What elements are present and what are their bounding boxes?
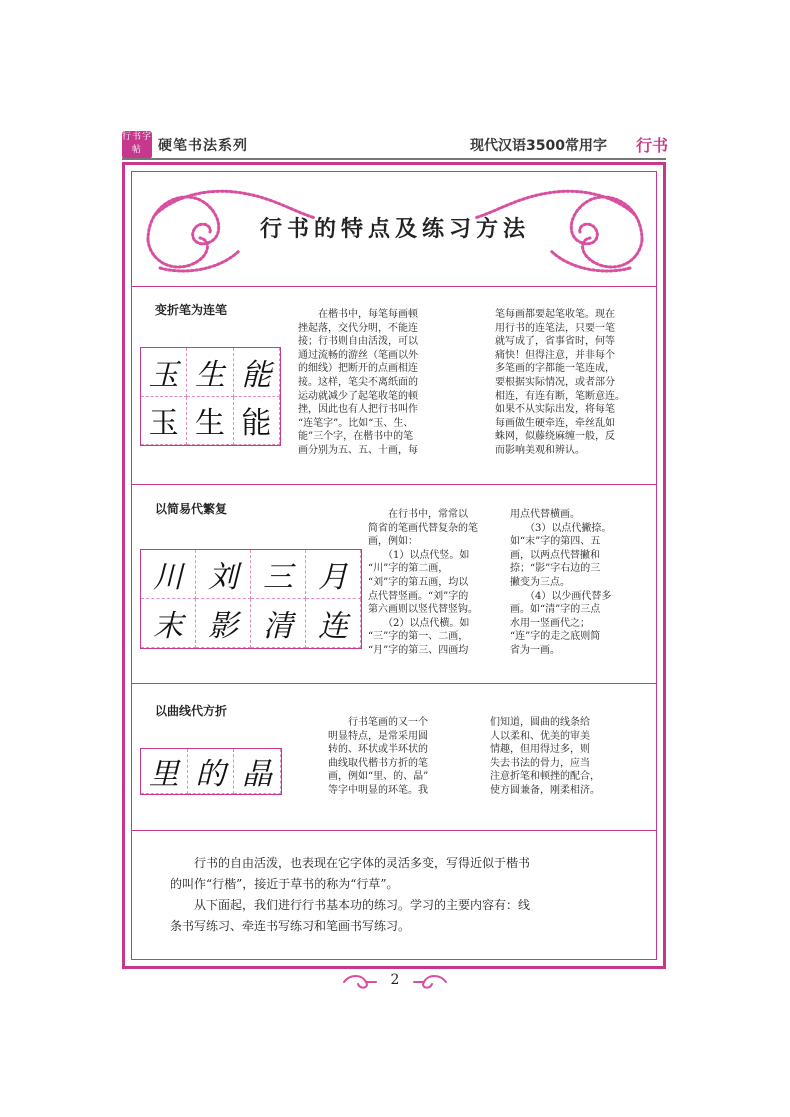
section-title: 变折笔为连笔 [155,303,228,317]
text-line: 如果不从实际出发，将每笔 [495,404,615,416]
practice-grid [140,549,362,649]
text-line: 简省的笔画代替复杂的笔 [368,522,478,534]
text-line: “三”字的第一、二画， [368,631,469,643]
text-line: 用行书的连笔法，只要一笔 [495,322,615,334]
grid-char: 的 [188,749,235,794]
text-line: 转的、环状或半环状的 [328,744,428,756]
text-line: 在楷书中，每笔每画顿 [298,309,418,320]
text-line: 人以柔和、优美的审美 [490,730,590,742]
text-line: （1）以点代竖。如 [368,549,470,561]
series-logo-text: 行书字帖 [122,132,153,155]
text-line: （2）以点代横。如 [368,617,470,629]
section-divider [132,830,656,831]
practice-grid [140,748,282,795]
text-line: 行书笔画的又一个 [328,717,428,728]
practice-grid [140,347,281,446]
paragraph-column [298,308,488,458]
text-line: 捺；“影”字右边的三 [510,563,601,575]
text-line: 画。如“清”字的三点 [510,604,601,616]
section-divider [132,286,656,287]
text-line: “川”字的第二画， [368,563,449,575]
text-line: 相连，有连有断，笔断意连。 [495,390,625,402]
section-title: 以曲线代方折 [155,704,228,718]
paragraph-column [328,716,478,798]
text-line: 条书写练习、牵连书写练习和笔画书写练习。 [170,919,411,933]
text-line: 撇变为三点。 [510,576,570,588]
text-line: 在行书中，常常以 [368,509,468,520]
paragraph-column [368,508,494,658]
section-title: 以简易代繁复 [155,502,228,516]
text-line: 如“末”字的第四、五 [510,536,601,548]
text-line: 挫起落，交代分明，不能连 [298,322,418,334]
text-line: 通过流畅的游丝（笔画以外 [298,349,418,361]
book-title: 现代汉语3500常用字 [470,138,607,154]
text-line: （4）以少画代替多 [510,590,612,602]
grid-char: 晶 [234,749,281,794]
series-logo [122,131,152,159]
text-line: 痛快！但得注意，并非每个 [495,349,615,361]
grid-char: 川 [141,550,196,599]
text-line: 情趣，但用得过多，则 [490,744,590,756]
paragraph-column [490,716,640,798]
header-rule [122,158,666,160]
grid-char: 清 [251,599,306,648]
grid-char: 月 [306,550,361,599]
text-line: （3）以点代撇捺。 [510,522,612,534]
grid-char: 生 [187,397,233,446]
style-tag: 行书 [636,136,669,155]
text-line: 行书的自由活泼，也表现在它字体的灵活多变，写得近似于楷书 [170,856,531,870]
text-line: 等字中明显的环笔。我 [328,784,428,796]
text-line: 画分别为五、五、十画，每 [298,444,418,456]
page-title: 行书的特点及练习方法 [259,217,530,242]
text-line: 挫，因此也有人把行书叫作 [298,404,418,416]
paragraph-column [495,308,645,458]
text-line: 的叫作“行楷”，接近于草书的称为“行草”。 [170,877,399,891]
text-line: “刘”字的第五画，均以 [368,576,469,588]
grid-char: 里 [141,749,188,794]
text-line: 要根据实际情况，或者部分 [495,376,615,388]
text-line: 点代替竖画。“刘”字的 [368,590,469,602]
text-line: “连笔字”。比如“玉、生、 [298,417,414,429]
text-line: 多笔画的字都能一笔连成， [495,363,615,375]
text-line: 明显特点，是常采用圆 [328,730,428,742]
section-divider [132,683,656,684]
grid-char: 生 [187,348,233,397]
text-line: 蛛网，似藤绕麻缠一般，反 [495,431,615,443]
series-name: 硬笔书法系列 [158,138,248,154]
text-line: “月”字的第三、四画均 [368,644,469,656]
text-line: 就写成了，省事省时，何等 [495,336,615,348]
text-line: 从下面起，我们进行行书基本功的练习。学习的主要内容有：线 [170,898,531,912]
text-line: 第六画则以竖代替竖钩。 [368,604,478,616]
paragraph-column [510,508,640,658]
text-line: 能”三个字，在楷书中的笔 [298,431,414,443]
text-line: 失去书法的骨力，应当 [490,757,590,769]
grid-char: 玉 [141,397,187,446]
grid-char: 连 [306,599,361,648]
text-line: 笔每画都要起笔收笔。现在 [495,309,615,320]
grid-char: 能 [234,348,280,397]
grid-char: 玉 [141,348,187,397]
grid-char: 影 [196,599,251,648]
text-line: 接；行书则自由活泼，可以 [298,336,418,348]
text-line: 曲线取代楷书方折的笔 [328,757,428,769]
grid-char: 能 [234,397,280,446]
grid-char: 刘 [196,550,251,599]
text-line: 接。这样，笔尖不离纸面的 [298,376,418,388]
text-line: 画，例如“里、的、晶” [328,771,429,783]
text-line: 们知道，圆曲的线条给 [490,717,590,728]
text-line: 水用一竖画代之； [510,617,590,629]
text-line: 画，例如： [368,536,418,548]
grid-char: 末 [141,599,196,648]
text-line: “连”字的走之底则简 [510,631,601,643]
page-number: 2 [390,972,400,988]
text-line: 的细线）把断开的点画相连 [298,363,418,375]
text-line: 每画做生硬牵连，牵丝乱如 [495,417,615,429]
text-line: 使方圆兼备，刚柔相济。 [490,784,600,796]
grid-char: 三 [251,550,306,599]
text-line: 运动就减少了起笔收笔的顿 [298,390,418,402]
text-line: 画，以两点代替撇和 [510,549,600,561]
section-divider [132,484,656,485]
text-line: 注意折笔和顿挫的配合， [490,771,600,783]
closing-paragraph [170,853,626,937]
text-line: 用点代替横画。 [510,509,580,520]
text-line: 省为一画。 [510,644,560,656]
text-line: 而影响美观和辨认。 [495,444,585,456]
